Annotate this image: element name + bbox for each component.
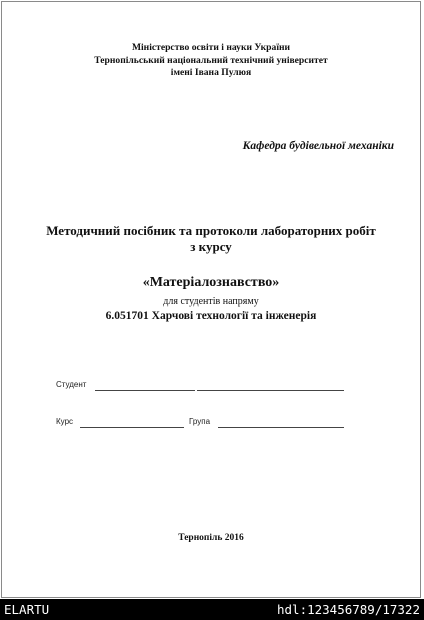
student-field bbox=[2, 380, 422, 394]
student-label: Студент bbox=[56, 380, 87, 389]
document-page bbox=[1, 1, 421, 598]
city-year: Тернопіль 2016 bbox=[178, 533, 244, 543]
handle-identifier: hdl:123456789/17322 bbox=[277, 602, 420, 617]
manual-title bbox=[2, 223, 420, 255]
university-line: Тернопільський національний технічний університет bbox=[94, 54, 328, 66]
footer-bar bbox=[0, 599, 424, 620]
department-name: Кафедра будівельної механіки bbox=[242, 140, 394, 152]
manual-title-line1: Методичний посібник та протоколи лабораторних робіт bbox=[46, 223, 376, 238]
group-blank-line bbox=[218, 427, 344, 428]
university-name-line: імені Івана Пулюя bbox=[170, 67, 252, 78]
manual-title-line2: з курсу bbox=[190, 239, 232, 254]
subject-title: «Матеріалознавство» bbox=[142, 275, 280, 290]
student-blank-line bbox=[95, 390, 195, 391]
student-blank-line-2 bbox=[197, 390, 344, 391]
ministry-header bbox=[2, 42, 420, 80]
specialty-text: 6.051701 Харчові технології та інженерія bbox=[105, 310, 317, 322]
course-label: Курс bbox=[56, 417, 74, 426]
course-group-field bbox=[2, 417, 422, 431]
ministry-line: Міністерство освіти і науки України bbox=[131, 42, 291, 53]
repository-name: ELARTU bbox=[4, 602, 50, 617]
course-blank-line bbox=[80, 427, 184, 428]
group-label: Група bbox=[189, 417, 211, 426]
for-students-text: для студентів напряму bbox=[163, 296, 259, 307]
